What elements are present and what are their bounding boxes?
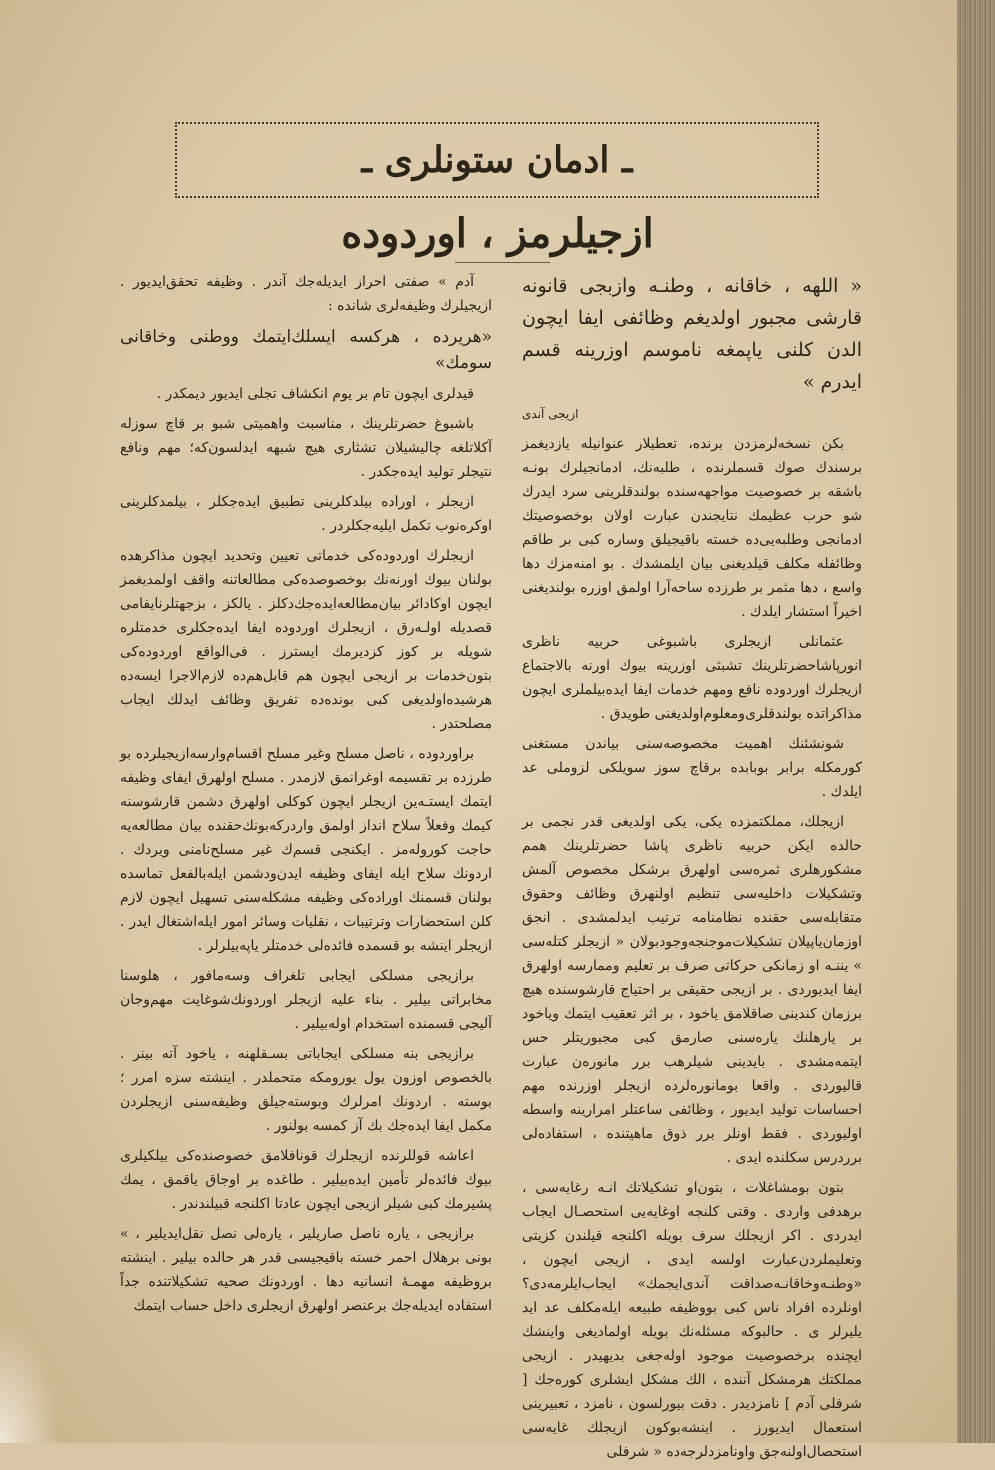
paragraph: بکن نسخه‌لرمزدن برنده، تعطیلار عنوانیله یازدیغمز برسندك صوك قسملرنده ، طلبه‌نك، ادمانجیلرك بونـه باشقه بر خصوصیت مواجهه‌سنده بولندقلرینی سرد ایدرك شو حرب عظیمك نتایجندن عبارت اولان بوخصوصیتك ادمانجی وطلبه‌یی‌ده خسته باقیجیلق وساره کبی بر طاقم وظائفله مکلف قیلدیغنی بیان ایلمشدك . بو امنه‌مزك دها واسع ، دها مثمر بر طرزده ساحه‌آرا اولمق اوزره بولندیغنی اخیراً استشار ایلدك . bbox=[522, 436, 862, 620]
series-header-box bbox=[175, 122, 819, 198]
page-corner-wear bbox=[0, 1323, 60, 1443]
series-title: ـ ادمان ستونلری ـ bbox=[361, 139, 633, 181]
paragraph: بتون بومشاغلات ، بتون‌او تشکیلاتك انـه رغایه‌سی ، برهدفی واردی . وقتی کلنجه اوغایه‌یی استحصـال ایجاب ایدردی . اکر ازیجلك سرف بویله اکلنجه قیلندن کزیتی وتعلیملردن‌عبارت اولسه ایدی ، ازیجی ایچون ، «وطنـه‌وخاقانـه‌صداقت آندی‌ایجمك» ایجاب‌ایلرمه‌دی؟ اونلرده افراد ناس کبی بووظیفه طبیعه ایله‌مکلف عد اید یلیرلر ی . حالبوکه مسئله‌نك بویله اولمادیغی واینشك ایچنده برخصوصیت موجود اوله‌جغی بدیهیدر . ازیجی مملکتك هرمشکل آننده ، الك مشکل ایشلری کوره‌جك [ شرفلی آدم ] نامزدیدر . دقت بیورلسون ، نامزد ، تعبیرینی استعمال ایدیورز . اینشه‌بوکون ازیجلك غایه‌سی استحصال‌اولنه‌جق واونامزدلرجه‌ده « شرفلی bbox=[522, 1180, 862, 1460]
title-underline bbox=[455, 262, 550, 263]
right-column bbox=[522, 270, 862, 1470]
oath-quote: « اللهه ، خاقانه ، وطنـه وازبجی قانونه قارشی مجبور اولدیغم وظائفی ایفا ایچون الدن کلنی یاپمغه ناموسم اوزرینه قسم ایدرم » bbox=[522, 275, 862, 393]
paragraph: باشبوغ حضرتلرینك ، مناسبت واهمیتی شبو بر قاچ سوزله آکلاتلغه چالیشیلان تشثاری هیچ شبهه ایدلسون‌که؛ مهم ونافع نتیجلر تولید ایده‌جکدر . bbox=[120, 416, 492, 480]
paragraph: عثمانلی ازیجلری باشبوغی حربیه ناظری انورپاشاحضرتلرینك تشبثی اوزرینه بیوك اورنه بالاجتماع ازیجلرك اوردوده نافع ومهم خدمات ایفا ایده‌بیلملری ایچون مذاکراتده بولندقلری‌ومعلوم‌اولدیغنی طویدق . bbox=[522, 634, 862, 722]
scout-motto: «هریرده ، هرکسه ایسلك‌ایتمك ووطنی وخاقانی سومك» bbox=[120, 327, 492, 373]
paragraph: ازیجلك، مملکتمزده یکی، یکی اولدیغی قدر نجمی بر حالده ایکن حربیه ناظری پاشا حضرتلرینك همم مشکورهلری ثمره‌سی اولهرق برشکل مخصوص آلمش وتشکیلات داخلیه‌سی تنظیم اولنهرق وظائف وحقوق متقابله‌سی حقنده نظامنامه ترتیب ایدلمشدی . انجق اوزمان‌یاپیلان تشکیلات‌موجنجه‌وجودبولان « ازیجلر کتله‌سی » یننـه او زمانکی حرکاتی صرف بر تعلیم وممارسه اولهرق ایفا ایدیوردی . بر ازیجی حقیقی بر احتیاج قارشوسنده هیچ برزمان کندینی صاقلامق یاخود ، بر اثر تعقیب ایتمك ویاخود بر یارهلنك یاره‌سنی صارمق کبی مجبوریتلر حس ایتمه‌مشدی . بایدینی شیلرهب برر مانوره‌ن عبارت قالیوردی . واقعا بومانوره‌لرده ازیجلر اوزرنده مهم احساسات تولید ایدیور ، وظائفی ساعتلر امرارینه واسطه اولیوردی . فقط اونلر برر ذوق ماهیتنده ، استفاده‌لی برردرس سکلنده ایدی . bbox=[522, 814, 862, 1166]
paragraph: آدم » صفتی احراز ایدیله‌جك آندر . وظیفه تحقق‌ایدیور . ازیجیلرك وظیفه‌لری شانده : bbox=[120, 274, 492, 314]
left-column bbox=[120, 270, 492, 1324]
paragraph: برازیجی بنه مسلکی ایجاباتی بسـقلهنه ، یاخود آته بینر . بالخصوص اوزون یول یورومکه متحملدر . اینشته سزه امرر ؛ بوسته . اردونك امرلرك وبوسته‌جیلق وظیفه‌سنی ازیجلردن مکمل ایفا ایده‌جك بك آز کمسه بولنور . bbox=[120, 1046, 492, 1134]
paragraph: برازیجی مسلکی ایجابی تلغراف وسه‌مافور ، هلوسنا مخابراتی بیلیر . بناء علیه ازیجلر اوردونك‌شوغایت مهم‌وجان آلیجی قسمنده استخدام اوله‌بیلیر . bbox=[120, 968, 492, 1032]
paragraph: برازیجی ، یاره ناصل صاریلیر ، یاره‌لی نصل نقل‌ایدیلیر ، ‌» بونی برهلال احمر خسته باقیجیسی قدر هر حالده بیلیر . اینشته بروظیفه مهمـهٔ انسانیه دها . اوردونك صحیه تشکیلاتنده جداً استفاده ایدیله‌جك برعنصر اولهرق ازیجلری داخل حساب ایتمك bbox=[120, 1226, 492, 1314]
paragraph: ازیجلرك اوردوده‌کی خدماتی تعیین وتحدید ایچون مذاکرهده بولنان بیوك اورنه‌نك بوخصوصده‌کی مطالعاتنه واقف اولمدیغمز ایچون اوکادائر بیان‌مطالعه‌ایده‌جك‌دکلز . یالکز ، بزجهتلرنایفامی قصدیله اولـه‌رق ، ازیجلرك اوردوده ایفا ایده‌جکلری خدمتلره شویله بر کوز کزدیرمك ایسترز . فی‌الواقع اوردوده‌کی بتون‌خدمات بر ازیجی ایچون هم قابل‌هم‌ده لازم‌الاجرا ایسه‌ده هرشیده‌اولدیغی کبی بونده‌ده تفریق وظائف ایدلك ایجاب مصلحتدر . bbox=[120, 548, 492, 732]
paragraph: اعاشه قوللرنده ازیجلرك قونافلامق خصوصنده‌کی بیلکیلری بیوك فائده‌لر تأمین ایده‌بیلیر . طاغده بر اوجاق یاقمق ، یمك پشیرمك کبی شیلر ازیجی ایچون عادتا اکلنجه قبیلندندر . bbox=[120, 1148, 492, 1212]
paragraph: شونشئنك اهمیت مخصوصه‌سنی بیاندن مستغنی کورمکله برابر بوبابده برقاچ سوز سویلکی لزوملی عد ایلدك . bbox=[522, 736, 862, 800]
paragraph: قیدلری ایچون تام بر یوم انکشاف تجلی ایدیور دیمکدر . bbox=[156, 386, 474, 402]
paragraph: ازیجلر ، اوراده بیلدکلرینی تطبیق ایده‌جکلر ، بیلمدکلرینی اوکره‌نوب تکمل ایلیه‌جکلردر . bbox=[120, 494, 492, 534]
article-title: ازجیلرمز ، اوردوده bbox=[341, 210, 654, 257]
paragraph: براوردوده ، ناصل مسلح وغیر مسلح اقسام‌وارسه‌ازیجیلرده بو طرزده بر تقسیمه اوغرانمق لازمدر . مسلح اولهرق ایفای وظیفه ایتمك ایستـه‌ین ازیجلر ایچون کوکلی اولهرق دشمن قارشوسنه کیمك وفعلاً سلاح انداز اولمق واردرکه‌بونك‌حقنده بیان مطالعه‌یه حاجت کوروله‌مز . ایکنجی قسم‌ك غیر مسلح‌نامنی ویردك . اردونك سلاح ایله ایفای وظیفه ایدن‌ودشمن ایله‌بالفعل تماسده بولنان قسمنك اوراده‌کی وظیفه مشکله‌سنی تسهیل ایچون لازم کلن استحضارات وترتیبات ، نقلیات وسائر امور ایله‌اشتغال ایدر . ازیجلر اینشه بو قسمده فائده‌لی خدمتلر یاپه‌بیلرلر . bbox=[120, 746, 492, 954]
oath-byline: ازیجی آندی bbox=[522, 407, 579, 421]
